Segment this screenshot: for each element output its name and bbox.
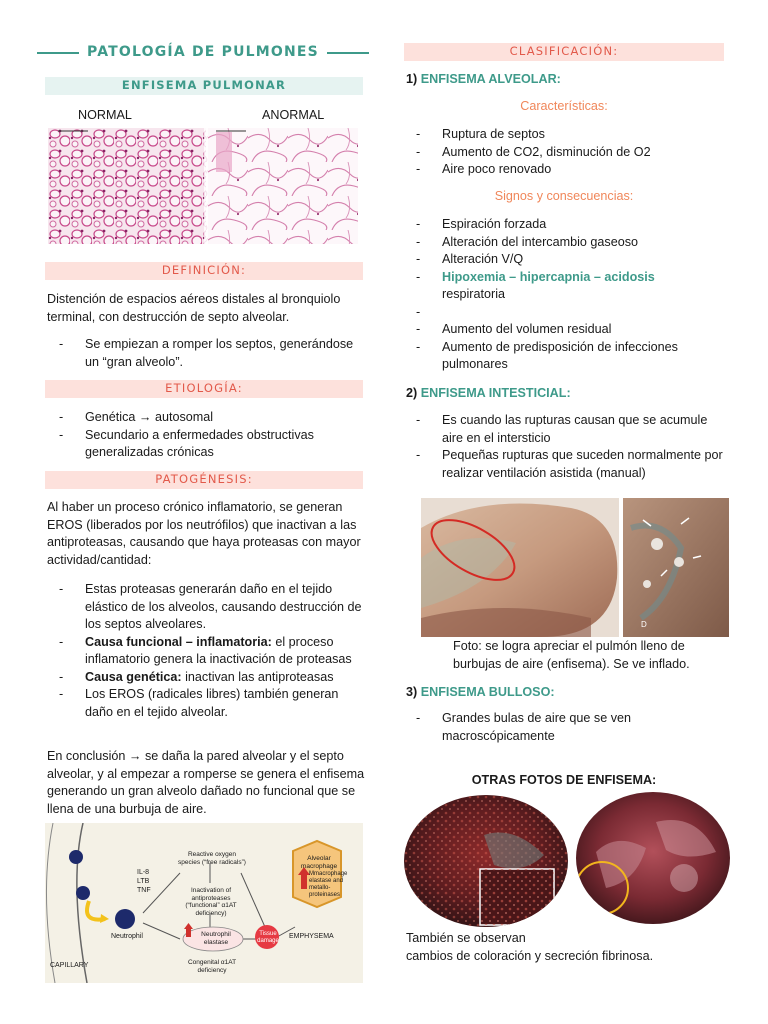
diagram-congenital-label: Congenital α1AT deficiency xyxy=(187,959,237,974)
type-2-list xyxy=(404,412,730,482)
type-3-number: 3) xyxy=(406,685,418,699)
list-item: - Es cuando las rupturas causan que se acumule aire en el intersticio xyxy=(404,412,730,447)
etiology-bullets xyxy=(47,409,367,462)
type-3-heading xyxy=(406,684,555,702)
diagram-inactivation-label: Inactivation of antiproteases (“functional” α1AT deficiency) xyxy=(185,887,237,917)
label-abnormal: ANORMAL xyxy=(262,108,325,122)
heading-etiologia: ETIOLOGÍA: xyxy=(45,380,363,398)
type-2-name: ENFISEMA INTESTICIAL: xyxy=(420,386,571,400)
conclusion-text: En conclusión → se daña la pared alveolar y el septo alveolar, y al empezar a romperse se genera el enfisema generando un gran alveolo dañado no funcional que se llena de una burbuja de aire. xyxy=(47,749,365,816)
list-item: - Grandes bulas de aire que se ven macroscópicamente xyxy=(404,710,724,745)
label-normal: NORMAL xyxy=(78,108,132,122)
type-2-number: 2) xyxy=(406,386,418,400)
type-1-heading xyxy=(406,71,561,89)
list-item: - Aumento de CO2, disminución de O2 xyxy=(404,144,724,162)
definition-text: Distención de espacios aéreos distales al bronquiolo terminal, con destrucción de septo alveolar. xyxy=(47,292,341,324)
histology-image xyxy=(48,128,358,244)
diagram-capillary-label: CAPILLARY xyxy=(50,962,89,969)
term-text: el proceso inflamatorio genera la inactivación de proteasas xyxy=(85,634,352,666)
emphysema-photo-1 xyxy=(404,795,568,927)
list-item xyxy=(404,304,724,322)
diagram-tissue-label: Tissue damage xyxy=(257,931,279,944)
diagram-neutrophil-label: Neutrophil xyxy=(111,933,143,940)
pathogenesis-intro: Al haber un proceso crónico inflamatorio, se generan EROS (liberados por los neutrófilos) que inactivan a las antiproteasas, causando que haya proteasas con mayor actividad/cantidad: xyxy=(47,500,361,567)
bottom-caption-line-2: cambios de coloración y secreción fibrinosa. xyxy=(406,949,654,963)
type-3-name: ENFISEMA BULLOSO: xyxy=(420,685,555,699)
heading-definicion: DEFINICIÓN: xyxy=(45,262,363,280)
signs-heading: Signos y consecuencias: xyxy=(494,189,634,203)
bold-term: Causa funcional – inflamatoria: xyxy=(85,634,272,649)
list-item: - Aumento del volumen residual xyxy=(404,321,724,339)
photo-caption: Foto: se logra apreciar el pulmón lleno de burbujas de aire (enfisema). Se ve inflado. xyxy=(453,639,690,671)
definition-bullets xyxy=(47,336,367,371)
emphysema-photo-2 xyxy=(576,792,730,924)
diagram-ros-label: Reactive oxygen species (“free radicals”) xyxy=(178,851,246,866)
list-item xyxy=(404,269,724,304)
histology-normal xyxy=(48,128,206,244)
diagram-emphysema-label: EMPHYSEMA xyxy=(289,933,334,940)
section-heading-enfisema: ENFISEMA PULMONAR xyxy=(45,77,363,95)
list-item: - Los EROS (radicales libres) también generan daño en el tejido alveolar. xyxy=(47,686,367,721)
list-item: - Se empiezan a romper los septos, generándose un “gran alveolo”. xyxy=(47,336,367,371)
signs-list xyxy=(404,216,724,374)
type-1-number: 1) xyxy=(406,72,418,86)
list-item: - Alteración del intercambio gaseoso xyxy=(404,234,724,252)
highlight-text: Hipoxemia – hipercapnia – acidosis xyxy=(442,269,655,284)
title-rule-right xyxy=(327,52,369,54)
type-2-heading xyxy=(406,385,571,403)
list-item xyxy=(47,634,367,669)
term-text: inactivan las antiproteasas xyxy=(181,669,334,684)
heading-clasificacion: CLASIFICACIÓN: xyxy=(404,43,724,61)
list-item: - Alteración V/Q xyxy=(404,251,724,269)
list-item: - Espiración forzada xyxy=(404,216,724,234)
type-1-name: ENFISEMA ALVEOLAR: xyxy=(420,72,561,86)
pathogenesis-bullets xyxy=(47,581,367,721)
interstitial-emphysema-photo xyxy=(421,498,729,637)
list-item: - Estas proteasas generarán daño en el tejido elástico de los alveolos, causando destrucción de los septos alveolares. xyxy=(47,581,367,634)
characteristics-list xyxy=(404,126,724,179)
heading-patogenesis: PATOGÉNESIS: xyxy=(45,471,363,489)
list-item-text: respiratoria xyxy=(442,287,505,301)
photo-panel-letter: D xyxy=(641,620,647,629)
characteristics-heading: Características: xyxy=(520,99,608,113)
list-item: - Genética → autosomal xyxy=(47,409,367,427)
list-item xyxy=(47,669,367,687)
bold-term: Causa genética: xyxy=(85,669,182,684)
diagram-mediator-1: IL-8 xyxy=(137,869,150,876)
diagram-mmp-label: Mmacrophage elastase and metallo-proteinases xyxy=(309,871,348,898)
other-photos-heading: OTRAS FOTOS DE ENFISEMA: xyxy=(471,773,657,787)
diagram-mediator-2: LTB xyxy=(137,878,150,885)
title-rule-left xyxy=(37,52,79,54)
list-item: - Aumento de predisposición de infecciones pulmonares xyxy=(404,339,724,374)
list-item: - Ruptura de septos xyxy=(404,126,724,144)
type-3-list xyxy=(404,710,724,745)
bottom-caption-line-1: También se observan xyxy=(406,931,526,945)
diagram-macrophage-label: Alveolar macrophage xyxy=(300,855,338,870)
diagram-elastase-label: Neutrophil elastase xyxy=(201,931,231,946)
pathogenesis-diagram xyxy=(45,823,363,983)
page-title: PATOLOGÍA DE PULMONES xyxy=(87,44,319,61)
list-item: - Pequeñas rupturas que suceden normalmente por realizar ventilación asistida (manual) xyxy=(404,447,730,482)
list-item: - Aire poco renovado xyxy=(404,161,724,179)
page-title-bar xyxy=(37,44,369,62)
diagram-mediator-3: TNF xyxy=(137,887,151,894)
list-item: - Secundario a enfermedades obstructivas generalizadas crónicas xyxy=(47,427,367,462)
